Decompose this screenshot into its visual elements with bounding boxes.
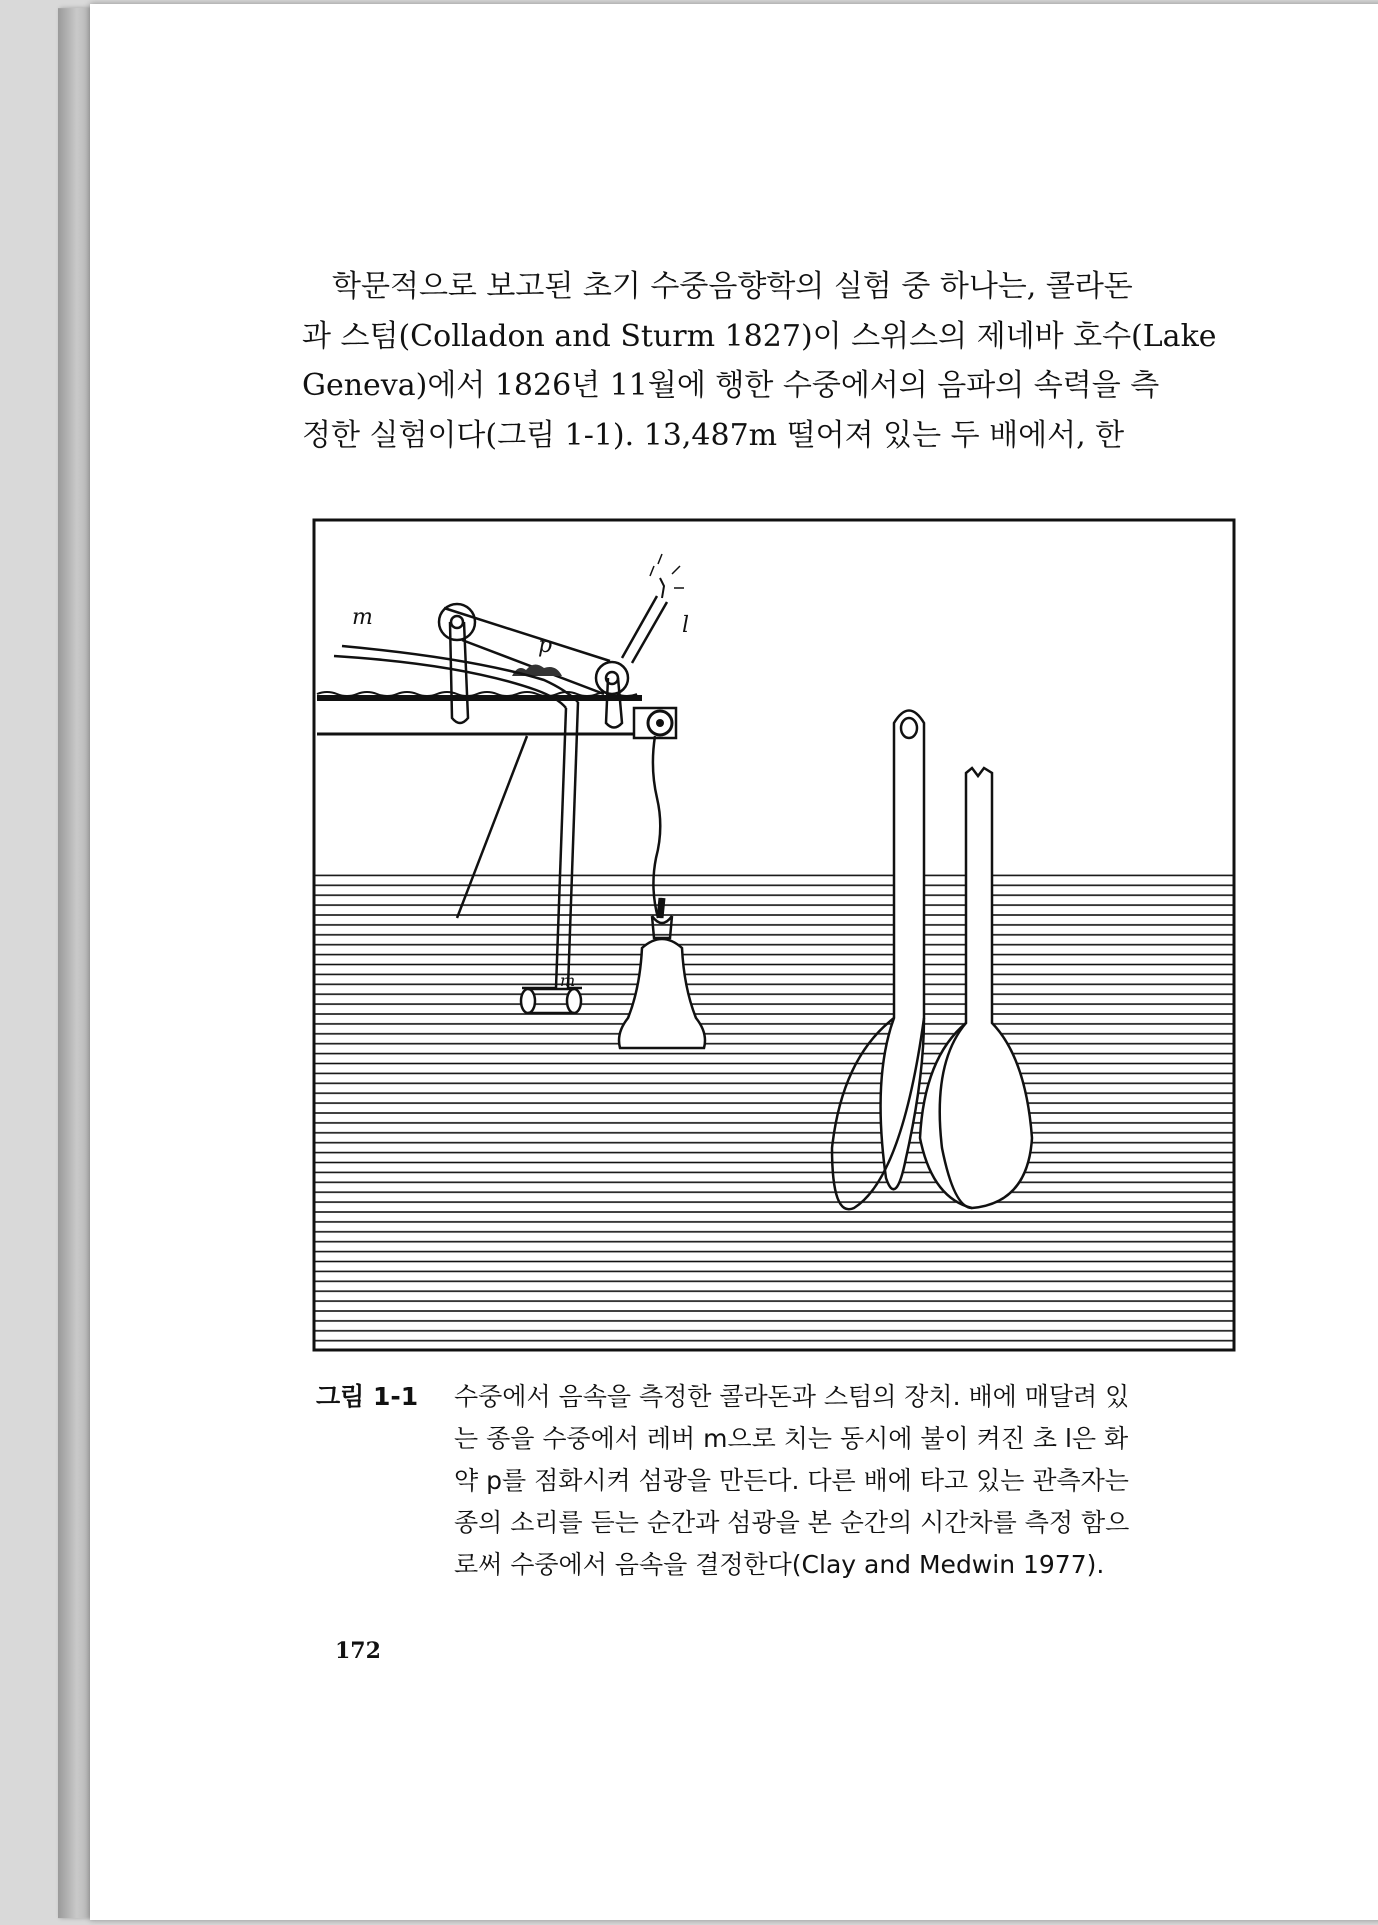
label-m-bottom: m (560, 971, 576, 990)
book (28, 0, 1368, 1925)
paragraph-line: 과 스텀(Colladon and Sturm 1827)이 스위스의 제네바 호수(Lake (302, 318, 1217, 354)
label-m-top: m (352, 605, 373, 630)
label-p: p (538, 633, 553, 658)
page-number: 172 (335, 1638, 381, 1664)
paragraph-line: 학문적으로 보고된 초기 수중음향학의 실험 중 하나는, 콜라돈 (332, 269, 1133, 304)
caption-label: 그림 1-1 (316, 1382, 419, 1411)
caption-text (454, 1376, 1304, 1586)
book-page (90, 4, 1378, 1920)
caption-line: 수중에서 음속을 측정한 콜라돈과 스텀의 장치. 배에 매달려 있 (454, 1382, 1130, 1411)
water-hatching (314, 870, 1234, 1348)
label-l: l (682, 613, 690, 638)
caption-line: 로써 수중에서 음속을 결정한다(Clay and Medwin 1977). (454, 1550, 1105, 1579)
book-spine (58, 8, 92, 1918)
paragraph-line: 정한 실험이다(그림 1-1). 13,487m 떨어져 있는 두 배에서, 한 (302, 417, 1125, 453)
paragraph-line: Geneva)에서 1826년 11월에 행한 수중에서의 음파의 속력을 측 (302, 368, 1160, 403)
figure-apparatus-illustration (312, 518, 1236, 1352)
body-paragraph (302, 262, 1308, 460)
caption-line: 종의 소리를 듣는 순간과 섬광을 본 순간의 시간차를 측정 함으 (454, 1508, 1130, 1537)
caption-line: 약 p를 점화시켜 섬광을 만든다. 다른 배에 타고 있는 관측자는 (454, 1466, 1129, 1495)
caption-line: 는 종을 수중에서 레버 m으로 치는 동시에 불이 켜진 초 l은 화 (454, 1424, 1129, 1453)
